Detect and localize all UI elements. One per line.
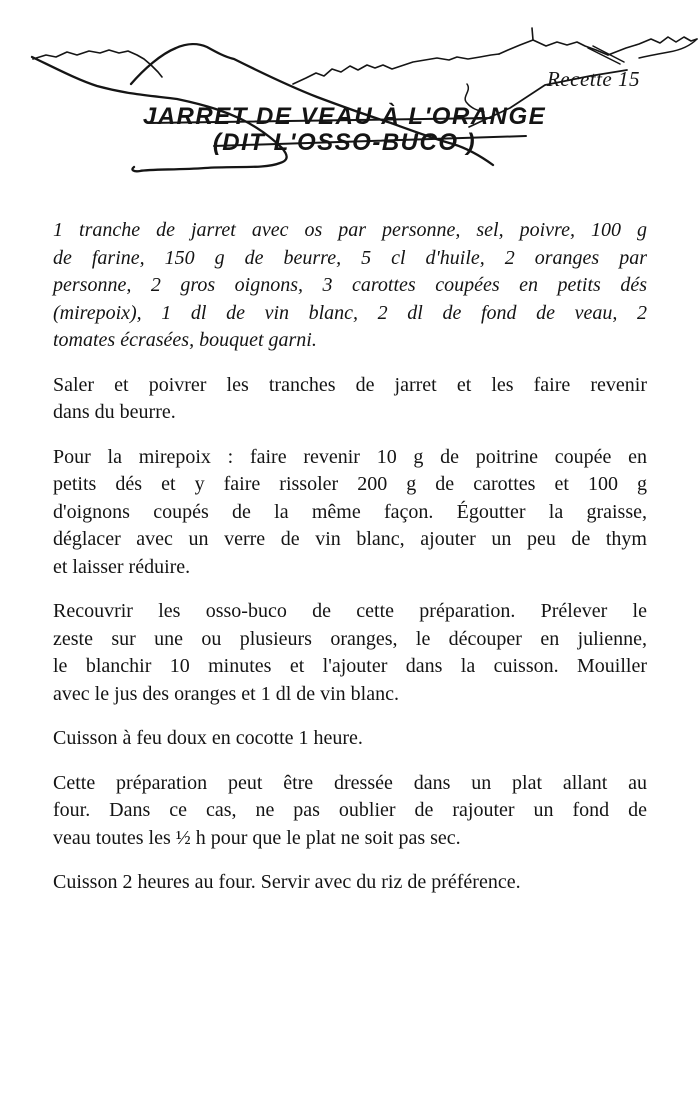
text-line: personne, 2 gros oignons, 3 carottes coupées en petits dés bbox=[53, 274, 647, 296]
text-line: déglacer avec un verre de vin blanc, ajouter un peu de thym bbox=[53, 528, 647, 550]
text-line: Cuisson à feu doux en cocotte 1 heure. bbox=[53, 727, 363, 749]
text-line: Saler et poivrer les tranches de jarret et les faire revenir bbox=[53, 373, 647, 396]
text-line: Recouvrir les osso-buco de cette préparation. Prélever le bbox=[53, 600, 647, 622]
paragraph bbox=[53, 770, 647, 853]
paragraph bbox=[53, 217, 647, 355]
page-title-line2: (DIT L'OSSO-BUCO ) bbox=[212, 129, 477, 156]
text-line: zeste sur une ou plusieurs oranges, le découper en julienne, bbox=[53, 627, 647, 650]
page-header bbox=[0, 0, 700, 200]
page-title-line1: JARRET DE VEAU À L'ORANGE bbox=[142, 103, 547, 130]
page-title bbox=[0, 104, 689, 156]
recipe-number: Recette 15 bbox=[546, 67, 640, 91]
text-line: 1 tranche de jarret avec os par personne, sel, poivre, 100 g bbox=[53, 219, 647, 241]
text-line: tomates écrasées, bouquet garni. bbox=[53, 329, 317, 351]
text-line: de farine, 150 g de beurre, 5 cl d'huile, 2 oranges par bbox=[53, 246, 647, 269]
text-line: et laisser réduire. bbox=[53, 555, 191, 578]
paragraph bbox=[53, 444, 647, 582]
text-line: le blanchir 10 minutes et l'ajouter dans la cuisson. Mouiller bbox=[53, 655, 647, 677]
paragraph bbox=[53, 598, 647, 708]
text-line: avec le jus des oranges et 1 dl de vin blanc. bbox=[53, 682, 399, 705]
text-line: dans du beurre. bbox=[53, 401, 176, 423]
text-line: Cuisson 2 heures au four. Servir avec du riz de préférence. bbox=[53, 871, 521, 893]
text-line: (mirepoix), 1 dl de vin blanc, 2 dl de fond de veau, 2 bbox=[53, 301, 647, 324]
mountain-landscape-sketch bbox=[0, 0, 700, 200]
recipe-body bbox=[53, 217, 647, 914]
text-line: d'oignons coupés de la même façon. Égoutter la graisse, bbox=[53, 500, 647, 523]
text-line: Cette préparation peut être dressée dans un plat allant au bbox=[53, 771, 647, 794]
text-line: four. Dans ce cas, ne pas oublier de rajouter un fond de bbox=[53, 799, 647, 821]
text-line: Pour la mirepoix : faire revenir 10 g de poitrine coupée en bbox=[53, 445, 647, 468]
text-line: veau toutes les ½ h pour que le plat ne soit pas sec. bbox=[53, 826, 461, 849]
paragraph bbox=[53, 869, 647, 897]
paragraph bbox=[53, 372, 647, 427]
text-line: petits dés et y faire rissoler 200 g de carottes et 100 g bbox=[53, 473, 647, 495]
paragraph bbox=[53, 725, 647, 753]
